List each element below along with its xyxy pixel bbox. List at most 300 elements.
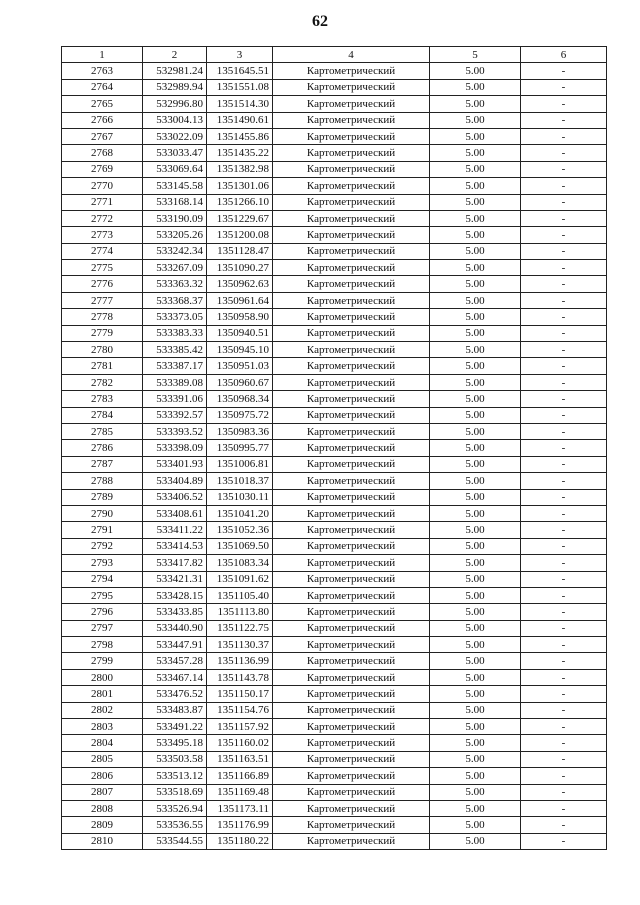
coordinate-x-cell: 533421.31 bbox=[143, 571, 207, 587]
note-cell: - bbox=[521, 702, 607, 718]
accuracy-cell: 5.00 bbox=[430, 538, 521, 554]
accuracy-cell: 5.00 bbox=[430, 719, 521, 735]
note-cell: - bbox=[521, 325, 607, 341]
table-row bbox=[62, 145, 607, 161]
table-row bbox=[62, 112, 607, 128]
coordinate-y-cell: 1351514.30 bbox=[207, 96, 273, 112]
coordinate-y-cell: 1350962.63 bbox=[207, 276, 273, 292]
table-row bbox=[62, 637, 607, 653]
coordinate-x-cell: 533411.22 bbox=[143, 522, 207, 538]
point-number-cell: 2779 bbox=[62, 325, 143, 341]
method-cell: Картометрический bbox=[273, 505, 430, 521]
coordinate-x-cell: 533428.15 bbox=[143, 587, 207, 603]
note-cell: - bbox=[521, 309, 607, 325]
table-row bbox=[62, 161, 607, 177]
coordinate-x-cell: 533401.93 bbox=[143, 456, 207, 472]
method-cell: Картометрический bbox=[273, 751, 430, 767]
coordinate-y-cell: 1351160.02 bbox=[207, 735, 273, 751]
method-cell: Картометрический bbox=[273, 686, 430, 702]
method-cell: Картометрический bbox=[273, 309, 430, 325]
point-number-cell: 2802 bbox=[62, 702, 143, 718]
coordinate-x-cell: 533404.89 bbox=[143, 473, 207, 489]
method-cell: Картометрический bbox=[273, 79, 430, 95]
coordinate-x-cell: 533069.64 bbox=[143, 161, 207, 177]
accuracy-cell: 5.00 bbox=[430, 817, 521, 833]
point-number-cell: 2796 bbox=[62, 604, 143, 620]
method-cell: Картометрический bbox=[273, 604, 430, 620]
coordinate-y-cell: 1351301.06 bbox=[207, 178, 273, 194]
point-number-cell: 2810 bbox=[62, 833, 143, 849]
point-number-cell: 2795 bbox=[62, 587, 143, 603]
coordinate-y-cell: 1351122.75 bbox=[207, 620, 273, 636]
note-cell: - bbox=[521, 719, 607, 735]
table-row bbox=[62, 538, 607, 554]
method-cell: Картометрический bbox=[273, 768, 430, 784]
coordinate-x-cell: 533190.09 bbox=[143, 210, 207, 226]
table-row bbox=[62, 210, 607, 226]
table-row bbox=[62, 63, 607, 79]
coordinate-y-cell: 1350961.64 bbox=[207, 292, 273, 308]
accuracy-cell: 5.00 bbox=[430, 473, 521, 489]
coordinate-x-cell: 533526.94 bbox=[143, 800, 207, 816]
method-cell: Картометрический bbox=[273, 702, 430, 718]
note-cell: - bbox=[521, 571, 607, 587]
coordinate-y-cell: 1351157.92 bbox=[207, 719, 273, 735]
accuracy-cell: 5.00 bbox=[430, 260, 521, 276]
note-cell: - bbox=[521, 604, 607, 620]
coordinate-y-cell: 1351030.11 bbox=[207, 489, 273, 505]
point-number-cell: 2781 bbox=[62, 358, 143, 374]
point-number-cell: 2764 bbox=[62, 79, 143, 95]
accuracy-cell: 5.00 bbox=[430, 555, 521, 571]
point-number-cell: 2777 bbox=[62, 292, 143, 308]
method-cell: Картометрический bbox=[273, 833, 430, 849]
table-row bbox=[62, 260, 607, 276]
accuracy-cell: 5.00 bbox=[430, 735, 521, 751]
note-cell: - bbox=[521, 96, 607, 112]
coordinate-y-cell: 1350975.72 bbox=[207, 407, 273, 423]
coordinate-x-cell: 533495.18 bbox=[143, 735, 207, 751]
note-cell: - bbox=[521, 538, 607, 554]
coordinate-y-cell: 1351435.22 bbox=[207, 145, 273, 161]
coordinate-y-cell: 1351176.99 bbox=[207, 817, 273, 833]
note-cell: - bbox=[521, 800, 607, 816]
table-row bbox=[62, 735, 607, 751]
method-cell: Картометрический bbox=[273, 456, 430, 472]
point-number-cell: 2790 bbox=[62, 505, 143, 521]
method-cell: Картометрический bbox=[273, 440, 430, 456]
accuracy-cell: 5.00 bbox=[430, 243, 521, 259]
note-cell: - bbox=[521, 735, 607, 751]
accuracy-cell: 5.00 bbox=[430, 669, 521, 685]
method-cell: Картометрический bbox=[273, 391, 430, 407]
accuracy-cell: 5.00 bbox=[430, 587, 521, 603]
accuracy-cell: 5.00 bbox=[430, 505, 521, 521]
coordinate-x-cell: 533398.09 bbox=[143, 440, 207, 456]
point-number-cell: 2782 bbox=[62, 374, 143, 390]
method-cell: Картометрический bbox=[273, 637, 430, 653]
point-number-cell: 2786 bbox=[62, 440, 143, 456]
coordinate-y-cell: 1351083.34 bbox=[207, 555, 273, 571]
coordinate-y-cell: 1351090.27 bbox=[207, 260, 273, 276]
accuracy-cell: 5.00 bbox=[430, 620, 521, 636]
coordinate-y-cell: 1350958.90 bbox=[207, 309, 273, 325]
coordinate-y-cell: 1351645.51 bbox=[207, 63, 273, 79]
point-number-cell: 2787 bbox=[62, 456, 143, 472]
table-row bbox=[62, 79, 607, 95]
accuracy-cell: 5.00 bbox=[430, 309, 521, 325]
point-number-cell: 2794 bbox=[62, 571, 143, 587]
accuracy-cell: 5.00 bbox=[430, 79, 521, 95]
method-cell: Картометрический bbox=[273, 374, 430, 390]
table-row bbox=[62, 833, 607, 849]
coordinate-x-cell: 533022.09 bbox=[143, 128, 207, 144]
table-row bbox=[62, 555, 607, 571]
note-cell: - bbox=[521, 374, 607, 390]
table-row bbox=[62, 325, 607, 341]
accuracy-cell: 5.00 bbox=[430, 63, 521, 79]
coordinate-y-cell: 1351105.40 bbox=[207, 587, 273, 603]
note-cell: - bbox=[521, 817, 607, 833]
table-row bbox=[62, 227, 607, 243]
note-cell: - bbox=[521, 145, 607, 161]
point-number-cell: 2807 bbox=[62, 784, 143, 800]
coordinate-x-cell: 533457.28 bbox=[143, 653, 207, 669]
method-cell: Картометрический bbox=[273, 653, 430, 669]
coordinate-x-cell: 533483.87 bbox=[143, 702, 207, 718]
point-number-cell: 2780 bbox=[62, 342, 143, 358]
table-row bbox=[62, 358, 607, 374]
point-number-cell: 2774 bbox=[62, 243, 143, 259]
accuracy-cell: 5.00 bbox=[430, 194, 521, 210]
accuracy-cell: 5.00 bbox=[430, 440, 521, 456]
accuracy-cell: 5.00 bbox=[430, 227, 521, 243]
coordinate-y-cell: 1351490.61 bbox=[207, 112, 273, 128]
point-number-cell: 2792 bbox=[62, 538, 143, 554]
table-row bbox=[62, 817, 607, 833]
coordinate-x-cell: 533503.58 bbox=[143, 751, 207, 767]
method-cell: Картометрический bbox=[273, 227, 430, 243]
method-cell: Картометрический bbox=[273, 161, 430, 177]
coordinate-x-cell: 533389.08 bbox=[143, 374, 207, 390]
point-number-cell: 2783 bbox=[62, 391, 143, 407]
note-cell: - bbox=[521, 243, 607, 259]
table-row bbox=[62, 571, 607, 587]
note-cell: - bbox=[521, 669, 607, 685]
table-row bbox=[62, 604, 607, 620]
point-number-cell: 2766 bbox=[62, 112, 143, 128]
column-header-1: 1 bbox=[62, 47, 143, 63]
table-row bbox=[62, 309, 607, 325]
point-number-cell: 2770 bbox=[62, 178, 143, 194]
point-number-cell: 2805 bbox=[62, 751, 143, 767]
point-number-cell: 2804 bbox=[62, 735, 143, 751]
note-cell: - bbox=[521, 178, 607, 194]
method-cell: Картометрический bbox=[273, 538, 430, 554]
table-row bbox=[62, 686, 607, 702]
coordinate-x-cell: 533168.14 bbox=[143, 194, 207, 210]
method-cell: Картометрический bbox=[273, 178, 430, 194]
accuracy-cell: 5.00 bbox=[430, 342, 521, 358]
table-row bbox=[62, 751, 607, 767]
accuracy-cell: 5.00 bbox=[430, 456, 521, 472]
coordinate-x-cell: 533267.09 bbox=[143, 260, 207, 276]
table-row bbox=[62, 456, 607, 472]
coordinate-x-cell: 533385.42 bbox=[143, 342, 207, 358]
point-number-cell: 2785 bbox=[62, 423, 143, 439]
column-header-6: 6 bbox=[521, 47, 607, 63]
method-cell: Картометрический bbox=[273, 325, 430, 341]
point-number-cell: 2788 bbox=[62, 473, 143, 489]
coordinate-x-cell: 532989.94 bbox=[143, 79, 207, 95]
coordinate-y-cell: 1351166.89 bbox=[207, 768, 273, 784]
method-cell: Картометрический bbox=[273, 423, 430, 439]
table-header-row bbox=[62, 47, 607, 63]
table-row bbox=[62, 243, 607, 259]
point-number-cell: 2791 bbox=[62, 522, 143, 538]
note-cell: - bbox=[521, 505, 607, 521]
coordinate-x-cell: 533440.90 bbox=[143, 620, 207, 636]
coordinate-x-cell: 533387.17 bbox=[143, 358, 207, 374]
table-row bbox=[62, 440, 607, 456]
method-cell: Картометрический bbox=[273, 571, 430, 587]
coordinate-x-cell: 533373.05 bbox=[143, 309, 207, 325]
note-cell: - bbox=[521, 79, 607, 95]
method-cell: Картометрический bbox=[273, 112, 430, 128]
coordinate-y-cell: 1351052.36 bbox=[207, 522, 273, 538]
note-cell: - bbox=[521, 637, 607, 653]
note-cell: - bbox=[521, 276, 607, 292]
point-number-cell: 2808 bbox=[62, 800, 143, 816]
point-number-cell: 2784 bbox=[62, 407, 143, 423]
coordinate-y-cell: 1351128.47 bbox=[207, 243, 273, 259]
table-row bbox=[62, 702, 607, 718]
accuracy-cell: 5.00 bbox=[430, 325, 521, 341]
table-row bbox=[62, 128, 607, 144]
method-cell: Картометрический bbox=[273, 210, 430, 226]
coordinate-y-cell: 1351130.37 bbox=[207, 637, 273, 653]
point-number-cell: 2806 bbox=[62, 768, 143, 784]
table-body bbox=[62, 63, 607, 850]
coordinate-x-cell: 533408.61 bbox=[143, 505, 207, 521]
point-number-cell: 2800 bbox=[62, 669, 143, 685]
coordinate-x-cell: 533406.52 bbox=[143, 489, 207, 505]
method-cell: Картометрический bbox=[273, 735, 430, 751]
table-row bbox=[62, 178, 607, 194]
coordinate-x-cell: 533205.26 bbox=[143, 227, 207, 243]
method-cell: Картометрический bbox=[273, 243, 430, 259]
note-cell: - bbox=[521, 227, 607, 243]
coordinate-y-cell: 1350960.67 bbox=[207, 374, 273, 390]
note-cell: - bbox=[521, 440, 607, 456]
point-number-cell: 2769 bbox=[62, 161, 143, 177]
point-number-cell: 2803 bbox=[62, 719, 143, 735]
accuracy-cell: 5.00 bbox=[430, 292, 521, 308]
coordinate-y-cell: 1351382.98 bbox=[207, 161, 273, 177]
coordinate-x-cell: 533145.58 bbox=[143, 178, 207, 194]
coordinate-y-cell: 1350968.34 bbox=[207, 391, 273, 407]
accuracy-cell: 5.00 bbox=[430, 358, 521, 374]
coordinate-y-cell: 1351455.86 bbox=[207, 128, 273, 144]
note-cell: - bbox=[521, 833, 607, 849]
accuracy-cell: 5.00 bbox=[430, 702, 521, 718]
accuracy-cell: 5.00 bbox=[430, 407, 521, 423]
coordinate-x-cell: 533476.52 bbox=[143, 686, 207, 702]
note-cell: - bbox=[521, 653, 607, 669]
table-row bbox=[62, 292, 607, 308]
table-row bbox=[62, 391, 607, 407]
accuracy-cell: 5.00 bbox=[430, 391, 521, 407]
column-header-4: 4 bbox=[273, 47, 430, 63]
table-row bbox=[62, 784, 607, 800]
column-header-3: 3 bbox=[207, 47, 273, 63]
accuracy-cell: 5.00 bbox=[430, 571, 521, 587]
note-cell: - bbox=[521, 292, 607, 308]
method-cell: Картометрический bbox=[273, 800, 430, 816]
coordinate-y-cell: 1350945.10 bbox=[207, 342, 273, 358]
note-cell: - bbox=[521, 768, 607, 784]
coordinate-x-cell: 533447.91 bbox=[143, 637, 207, 653]
table-row bbox=[62, 489, 607, 505]
note-cell: - bbox=[521, 128, 607, 144]
note-cell: - bbox=[521, 555, 607, 571]
coordinate-x-cell: 533363.32 bbox=[143, 276, 207, 292]
accuracy-cell: 5.00 bbox=[430, 178, 521, 194]
page-number: 62 bbox=[312, 13, 328, 30]
coordinate-y-cell: 1351154.76 bbox=[207, 702, 273, 718]
table-row bbox=[62, 653, 607, 669]
note-cell: - bbox=[521, 522, 607, 538]
note-cell: - bbox=[521, 620, 607, 636]
coordinate-x-cell: 533467.14 bbox=[143, 669, 207, 685]
coordinate-x-cell: 533518.69 bbox=[143, 784, 207, 800]
note-cell: - bbox=[521, 686, 607, 702]
coordinate-x-cell: 533391.06 bbox=[143, 391, 207, 407]
method-cell: Картометрический bbox=[273, 63, 430, 79]
note-cell: - bbox=[521, 391, 607, 407]
method-cell: Картометрический bbox=[273, 473, 430, 489]
point-number-cell: 2809 bbox=[62, 817, 143, 833]
table-row bbox=[62, 423, 607, 439]
accuracy-cell: 5.00 bbox=[430, 374, 521, 390]
coordinate-x-cell: 533433.85 bbox=[143, 604, 207, 620]
method-cell: Картометрический bbox=[273, 292, 430, 308]
note-cell: - bbox=[521, 112, 607, 128]
accuracy-cell: 5.00 bbox=[430, 800, 521, 816]
coordinate-y-cell: 1351006.81 bbox=[207, 456, 273, 472]
table-row bbox=[62, 587, 607, 603]
table-row bbox=[62, 194, 607, 210]
accuracy-cell: 5.00 bbox=[430, 161, 521, 177]
coordinate-y-cell: 1350951.03 bbox=[207, 358, 273, 374]
coordinate-y-cell: 1351169.48 bbox=[207, 784, 273, 800]
method-cell: Картометрический bbox=[273, 407, 430, 423]
point-number-cell: 2768 bbox=[62, 145, 143, 161]
note-cell: - bbox=[521, 489, 607, 505]
note-cell: - bbox=[521, 194, 607, 210]
accuracy-cell: 5.00 bbox=[430, 604, 521, 620]
point-number-cell: 2771 bbox=[62, 194, 143, 210]
accuracy-cell: 5.00 bbox=[430, 489, 521, 505]
point-number-cell: 2793 bbox=[62, 555, 143, 571]
table-row bbox=[62, 505, 607, 521]
method-cell: Картометрический bbox=[273, 620, 430, 636]
column-header-5: 5 bbox=[430, 47, 521, 63]
coordinate-x-cell: 533393.52 bbox=[143, 423, 207, 439]
method-cell: Картометрический bbox=[273, 719, 430, 735]
point-number-cell: 2778 bbox=[62, 309, 143, 325]
accuracy-cell: 5.00 bbox=[430, 145, 521, 161]
accuracy-cell: 5.00 bbox=[430, 751, 521, 767]
table-row bbox=[62, 276, 607, 292]
accuracy-cell: 5.00 bbox=[430, 276, 521, 292]
coordinate-y-cell: 1351150.17 bbox=[207, 686, 273, 702]
coordinate-y-cell: 1351091.62 bbox=[207, 571, 273, 587]
coordinate-y-cell: 1351143.78 bbox=[207, 669, 273, 685]
point-number-cell: 2798 bbox=[62, 637, 143, 653]
note-cell: - bbox=[521, 342, 607, 358]
accuracy-cell: 5.00 bbox=[430, 96, 521, 112]
accuracy-cell: 5.00 bbox=[430, 784, 521, 800]
accuracy-cell: 5.00 bbox=[430, 128, 521, 144]
table-row bbox=[62, 719, 607, 735]
method-cell: Картометрический bbox=[273, 587, 430, 603]
method-cell: Картометрический bbox=[273, 276, 430, 292]
method-cell: Картометрический bbox=[273, 489, 430, 505]
point-number-cell: 2765 bbox=[62, 96, 143, 112]
method-cell: Картометрический bbox=[273, 128, 430, 144]
coordinate-x-cell: 533392.57 bbox=[143, 407, 207, 423]
accuracy-cell: 5.00 bbox=[430, 686, 521, 702]
coordinate-x-cell: 532981.24 bbox=[143, 63, 207, 79]
note-cell: - bbox=[521, 407, 607, 423]
coordinate-y-cell: 1351041.20 bbox=[207, 505, 273, 521]
point-number-cell: 2772 bbox=[62, 210, 143, 226]
coordinate-x-cell: 533242.34 bbox=[143, 243, 207, 259]
method-cell: Картометрический bbox=[273, 784, 430, 800]
point-number-cell: 2799 bbox=[62, 653, 143, 669]
table-row bbox=[62, 96, 607, 112]
note-cell: - bbox=[521, 358, 607, 374]
coordinate-y-cell: 1351163.51 bbox=[207, 751, 273, 767]
accuracy-cell: 5.00 bbox=[430, 423, 521, 439]
coordinate-y-cell: 1351551.08 bbox=[207, 79, 273, 95]
coordinate-x-cell: 533033.47 bbox=[143, 145, 207, 161]
note-cell: - bbox=[521, 161, 607, 177]
coordinate-x-cell: 533383.33 bbox=[143, 325, 207, 341]
coordinate-x-cell: 533414.53 bbox=[143, 538, 207, 554]
coordinate-y-cell: 1351266.10 bbox=[207, 194, 273, 210]
accuracy-cell: 5.00 bbox=[430, 768, 521, 784]
coordinate-y-cell: 1350940.51 bbox=[207, 325, 273, 341]
method-cell: Картометрический bbox=[273, 194, 430, 210]
coordinate-y-cell: 1351229.67 bbox=[207, 210, 273, 226]
method-cell: Картометрический bbox=[273, 555, 430, 571]
accuracy-cell: 5.00 bbox=[430, 210, 521, 226]
coordinate-x-cell: 533417.82 bbox=[143, 555, 207, 571]
point-number-cell: 2763 bbox=[62, 63, 143, 79]
coordinate-x-cell: 533536.55 bbox=[143, 817, 207, 833]
method-cell: Картометрический bbox=[273, 96, 430, 112]
note-cell: - bbox=[521, 456, 607, 472]
coordinate-y-cell: 1351018.37 bbox=[207, 473, 273, 489]
note-cell: - bbox=[521, 260, 607, 276]
note-cell: - bbox=[521, 63, 607, 79]
note-cell: - bbox=[521, 587, 607, 603]
point-number-cell: 2776 bbox=[62, 276, 143, 292]
method-cell: Картометрический bbox=[273, 145, 430, 161]
coordinate-y-cell: 1351180.22 bbox=[207, 833, 273, 849]
